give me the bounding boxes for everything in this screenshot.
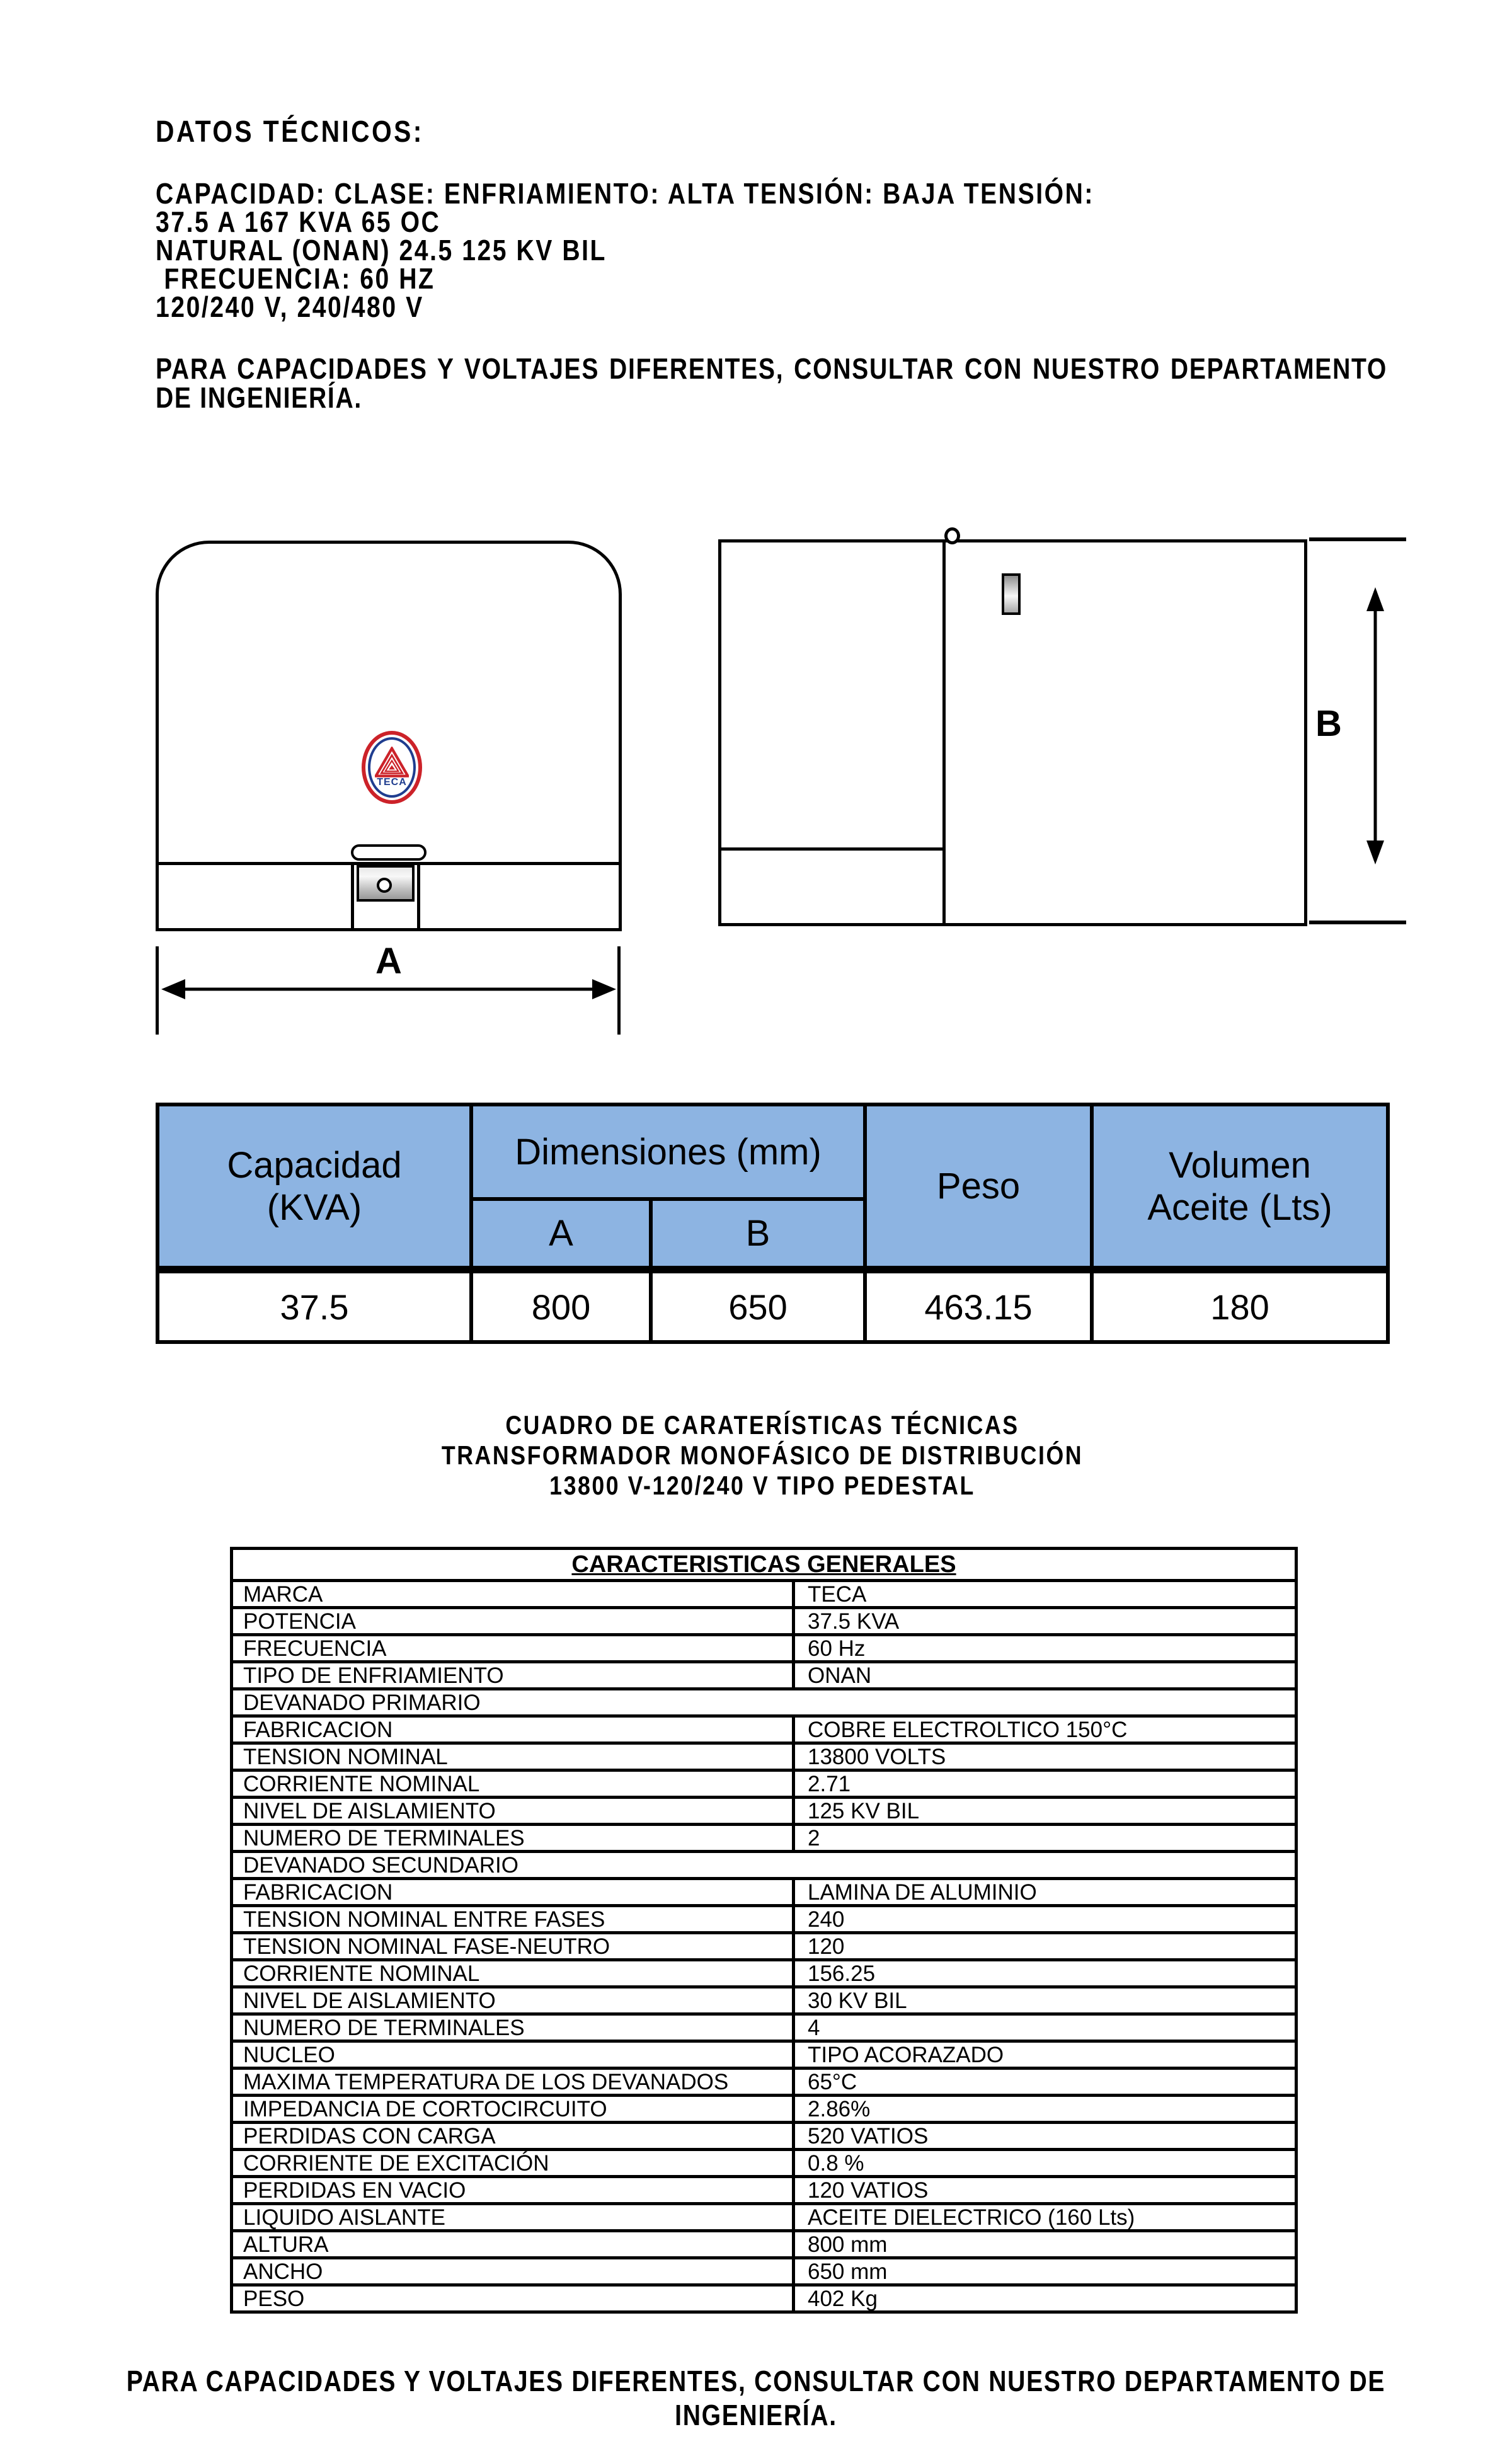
handle (351, 844, 427, 861)
dimension-b-label: B (1315, 703, 1342, 744)
technical-data-block (156, 117, 1387, 412)
oil-volume-value: 180 (1092, 1270, 1388, 1342)
front-view-drawing (156, 541, 622, 931)
table-row (232, 1798, 1297, 1825)
characteristic-value: COBRE ELECTROLTICO 150°C (794, 1716, 1297, 1743)
characteristic-label: NUMERO DE TERMINALES (232, 1825, 794, 1852)
characteristic-label: PESO (232, 2285, 794, 2312)
capacity-header-line2: (KVA) (266, 1186, 362, 1228)
characteristic-value: 2.71 (794, 1770, 1297, 1798)
table-row (232, 2069, 1297, 2096)
characteristic-value: 156.25 (794, 1960, 1297, 1987)
characteristic-label: NIVEL DE AISLAMIENTO (232, 1987, 794, 2014)
table-row (232, 1716, 1297, 1743)
characteristic-label: IMPEDANCIA DE CORTOCIRCUITO (232, 2096, 794, 2123)
characteristic-label: FABRICACION (232, 1716, 794, 1743)
characteristic-value: 650 mm (794, 2258, 1297, 2285)
section-label: DEVANADO PRIMARIO (232, 1689, 1297, 1716)
characteristic-label: NIVEL DE AISLAMIENTO (232, 1798, 794, 1825)
table-row (232, 1608, 1297, 1635)
characteristic-label: FRECUENCIA (232, 1635, 794, 1662)
characteristic-label: LIQUIDO AISLANTE (232, 2204, 794, 2231)
latch-plate (357, 865, 415, 902)
characteristic-value: 520 VATIOS (794, 2123, 1297, 2150)
characteristics-table (230, 1547, 1298, 2314)
dimensions-header: Dimensiones (mm) (471, 1105, 865, 1199)
characteristic-label: TIPO DE ENFRIAMIENTO (232, 1662, 794, 1689)
characteristic-value: 13800 VOLTS (794, 1743, 1297, 1770)
characteristic-value: 125 KV BIL (794, 1798, 1297, 1825)
table-row (232, 2096, 1297, 2123)
cabinet-divider-line (942, 542, 946, 923)
table-row (232, 2150, 1297, 2177)
weight-header: Peso (865, 1105, 1092, 1270)
characteristic-value: 402 Kg (794, 2285, 1297, 2312)
oil-volume-header (1092, 1105, 1388, 1270)
capacity-header (158, 1105, 471, 1270)
col-a-header: A (471, 1199, 651, 1270)
dims-data-row (158, 1270, 1388, 1342)
dimension-a-label: A (375, 941, 402, 982)
characteristic-value: TECA (794, 1581, 1297, 1608)
characteristic-value: 240 (794, 1906, 1297, 1933)
logo-text: TECA (377, 777, 407, 788)
characteristics-heading (310, 1410, 1215, 1501)
table-row (232, 2258, 1297, 2285)
characteristic-value: LAMINA DE ALUMINIO (794, 1879, 1297, 1906)
dimension-b-extension-top (1309, 537, 1406, 541)
heading-line-2: TRANSFORMADOR MONOFÁSICO DE DISTRIBUCIÓN (441, 1440, 1084, 1470)
characteristic-label: PERDIDAS EN VACIO (232, 2177, 794, 2204)
characteristic-value: 4 (794, 2014, 1297, 2041)
characteristic-label: CORRIENTE NOMINAL (232, 1960, 794, 1987)
characteristic-label: NUMERO DE TERMINALES (232, 2014, 794, 2041)
table-row (232, 2231, 1297, 2258)
capacity-header-line1: Capacidad (227, 1144, 402, 1186)
weight-value: 463.15 (865, 1270, 1092, 1342)
spec-line-frequency: FRECUENCIA: 60 HZ (156, 262, 435, 295)
characteristic-label: NUCLEO (232, 2041, 794, 2069)
characteristic-value: ACEITE DIELECTRICO (160 Lts) (794, 2204, 1297, 2231)
table-row (232, 2041, 1297, 2069)
heading-line-1: CUADRO DE CARATERÍSTICAS TÉCNICAS (505, 1410, 1019, 1440)
characteristic-value: TIPO ACORAZADO (794, 2041, 1297, 2069)
characteristic-label: PERDIDAS CON CARGA (232, 2123, 794, 2150)
logo-triangle-icon (375, 747, 409, 778)
dimension-b-extension-bottom (1309, 921, 1406, 924)
characteristic-label: TENSION NOMINAL FASE-NEUTRO (232, 1933, 794, 1960)
table-row (232, 2014, 1297, 2041)
table-row (232, 2123, 1297, 2150)
teca-logo (362, 731, 422, 804)
side-handle (1002, 573, 1021, 615)
table-row (232, 2204, 1297, 2231)
oil-header-line1: Volumen (1169, 1144, 1311, 1186)
table-row (232, 1960, 1297, 1987)
section-label: DEVANADO SECUNDARIO (232, 1852, 1297, 1879)
table-row (232, 1906, 1297, 1933)
characteristic-label: MAXIMA TEMPERATURA DE LOS DEVANADOS (232, 2069, 794, 2096)
characteristic-label: MARCA (232, 1581, 794, 1608)
table-row (232, 1581, 1297, 1608)
dims-header-row (158, 1105, 1388, 1199)
characteristic-label: CORRIENTE DE EXCITACIÓN (232, 2150, 794, 2177)
characteristics-header: CARACTERISTICAS GENERALES (232, 1549, 1297, 1581)
spec-line-capacity: 37.5 A 167 KVA 65 OC (156, 205, 441, 238)
dimensions-table (156, 1103, 1390, 1344)
capacity-value: 37.5 (158, 1270, 471, 1342)
table-row (232, 1879, 1297, 1906)
col-b-header: B (651, 1199, 865, 1270)
table-row (232, 1662, 1297, 1689)
characteristic-value: 800 mm (794, 2231, 1297, 2258)
spec-line-voltage: 120/240 V, 240/480 V (156, 290, 424, 323)
characteristics-header-row (232, 1549, 1297, 1581)
dimension-a-value: 800 (471, 1270, 651, 1342)
lifting-eye (944, 527, 960, 544)
characteristic-value: 30 KV BIL (794, 1987, 1297, 2014)
characteristic-label: TENSION NOMINAL (232, 1743, 794, 1770)
characteristic-value: 65°C (794, 2069, 1297, 2096)
table-row (232, 1743, 1297, 1770)
characteristic-value: 0.8 % (794, 2150, 1297, 2177)
table-row (232, 1933, 1297, 1960)
table-row (232, 1987, 1297, 2014)
characteristic-label: FABRICACION (232, 1879, 794, 1906)
characteristic-label: POTENCIA (232, 1608, 794, 1635)
characteristic-value: ONAN (794, 1662, 1297, 1689)
latch-channel (351, 865, 420, 928)
characteristic-value: 2 (794, 1825, 1297, 1852)
characteristic-value: 37.5 KVA (794, 1608, 1297, 1635)
side-base-line (721, 847, 942, 851)
footer-note: PARA CAPACIDADES Y VOLTAJES DIFERENTES, CONSULTAR CON NUESTRO DEPARTAMENTO DE INGENIERÍA. (126, 2365, 1386, 2431)
dimension-a-arrow (159, 972, 619, 1007)
spec-lines (156, 177, 1387, 323)
table-row (232, 1770, 1297, 1798)
characteristic-label: TENSION NOMINAL ENTRE FASES (232, 1906, 794, 1933)
characteristic-value: 2.86% (794, 2096, 1297, 2123)
page-title: DATOS TÉCNICOS: (156, 115, 424, 149)
teca-logo-inner-ring (368, 737, 416, 798)
table-row (232, 2177, 1297, 2204)
spec-line-cooling: NATURAL (ONAN) 24.5 125 KV BIL (156, 234, 607, 267)
dimension-b-value: 650 (651, 1270, 865, 1342)
side-view-drawing (718, 539, 1307, 926)
table-row (232, 1825, 1297, 1852)
table-row (232, 2285, 1297, 2312)
intro-note: PARA CAPACIDADES Y VOLTAJES DIFERENTES, CONSULTAR CON NUESTRO DEPARTAMENTO DE INGENIERÍA. (156, 352, 1387, 414)
section-row (232, 1689, 1297, 1716)
section-row (232, 1852, 1297, 1879)
oil-header-line2: Aceite (Lts) (1147, 1186, 1332, 1228)
dimension-b-arrow (1361, 585, 1390, 867)
characteristic-value: 120 (794, 1933, 1297, 1960)
characteristic-label: CORRIENTE NOMINAL (232, 1770, 794, 1798)
spec-line-headers: CAPACIDAD: CLASE: ENFRIAMIENTO: ALTA TENSIÓN: BAJA TENSIÓN: (156, 177, 1094, 210)
characteristic-label: ALTURA (232, 2231, 794, 2258)
latch-hole (377, 878, 392, 893)
table-row (232, 1635, 1297, 1662)
characteristic-value: 60 Hz (794, 1635, 1297, 1662)
characteristic-label: ANCHO (232, 2258, 794, 2285)
heading-line-3: 13800 V-120/240 V TIPO PEDESTAL (549, 1471, 975, 1500)
characteristic-value: 120 VATIOS (794, 2177, 1297, 2204)
